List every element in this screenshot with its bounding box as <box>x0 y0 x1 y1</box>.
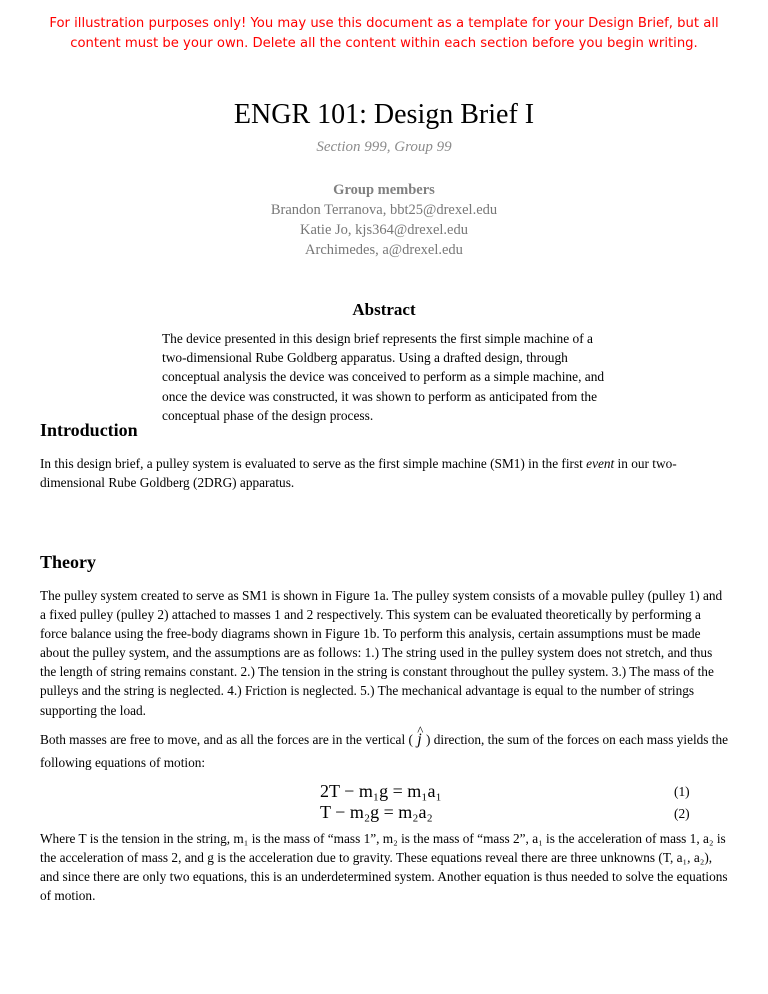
member-entry: Archimedes, a@drexel.edu <box>305 242 463 258</box>
template-notice <box>40 14 728 54</box>
abstract-text: The device presented in this design brief represents the first simple machine of a two-dimensional Rube Goldberg apparatus. Using a drafted design, through conceptual analysis the device was conceived to perform as a simple machine, and once the device was constructed, it was shown to perform as anticipated from the conceptual phase of the design process. <box>162 331 605 423</box>
theory-text-part: ) direction, the sum of the forces on each mass yields the following equations of motion: <box>40 732 729 770</box>
theory-paragraph-1: The pulley system created to serve as SM1 is shown in Figure 1a. The pulley system consists of a movable pulley (pulley 1) and a fixed pulley (pulley 2) attached to masses 1 and 2 respectively. This system can be evaluated theoretically by performing a force balance using the free-body diagrams shown in Figure 1b. To perform this analysis, certain assumptions must be made about the pulley system, and the assumptions are as follows: 1.) The string used in the pulley system does not stretch, and thus the length of string remains constant. 2.) The tension in the string is constant throughout the pulley system. 3.) The mass of the pulleys and the string is neglected. 4.) Friction is neglected. 5.) The mechanical advantage is equal to the number of strings supporting the load. <box>40 588 723 718</box>
intro-text-part: in our two-dimensional Rube Goldberg (2DRG) apparatus. <box>40 456 677 491</box>
intro-text-part: In this design brief, a pulley system is evaluated to serve as the first simple machine (SM1) in the first <box>40 456 587 471</box>
theory-paragraph-2 <box>40 728 730 774</box>
introduction-text <box>40 454 730 492</box>
group-members <box>0 180 768 260</box>
document-title: ENGR 101: Design Brief I <box>233 99 535 130</box>
member-entry: Brandon Terranova, bbt25@drexel.edu <box>270 202 498 218</box>
equation-1: 2T − m₁g = m₁a₁ <box>320 781 442 801</box>
notice-line-1: For illustration purposes only! You may use this document as a template for your Design Brief, but all <box>49 16 719 31</box>
introduction-heading: Introduction <box>40 420 138 440</box>
equation-1-number: (1) <box>674 784 690 799</box>
intro-emphasis: event <box>586 456 615 471</box>
document-subtitle: Section 999, Group 99 <box>316 139 452 155</box>
member-entry: Katie Jo, kjs364@drexel.edu <box>300 222 468 238</box>
theory-heading: Theory <box>40 552 96 572</box>
notice-line-2: content must be your own. Delete all the content within each section before you begin writing. <box>70 36 698 51</box>
unit-vector-j: ^ j <box>416 728 422 751</box>
group-members-heading: Group members <box>333 182 435 198</box>
equation-2: T − m₂g = m₂a₂ <box>320 802 433 822</box>
theory-paragraph-3: Where T is the tension in the string, m₁ is the mass of “mass 1”, m₂ is the mass of “mass 2”, a₁ is the acceleration of mass 1, a₂ is the acceleration of mass 2, and g is the acceleration due to gravity. These equations reveal there are three unknowns (T, a₁, a₂), and since there are only two equations, this is an underdetermined system. Another equation is thus needed to solve the equations of motion. <box>40 831 728 904</box>
equation-2-number: (2) <box>674 806 690 821</box>
abstract-heading: Abstract <box>352 300 416 319</box>
theory-text-part: Both masses are free to move, and as all the forces are in the vertical ( <box>40 732 417 747</box>
